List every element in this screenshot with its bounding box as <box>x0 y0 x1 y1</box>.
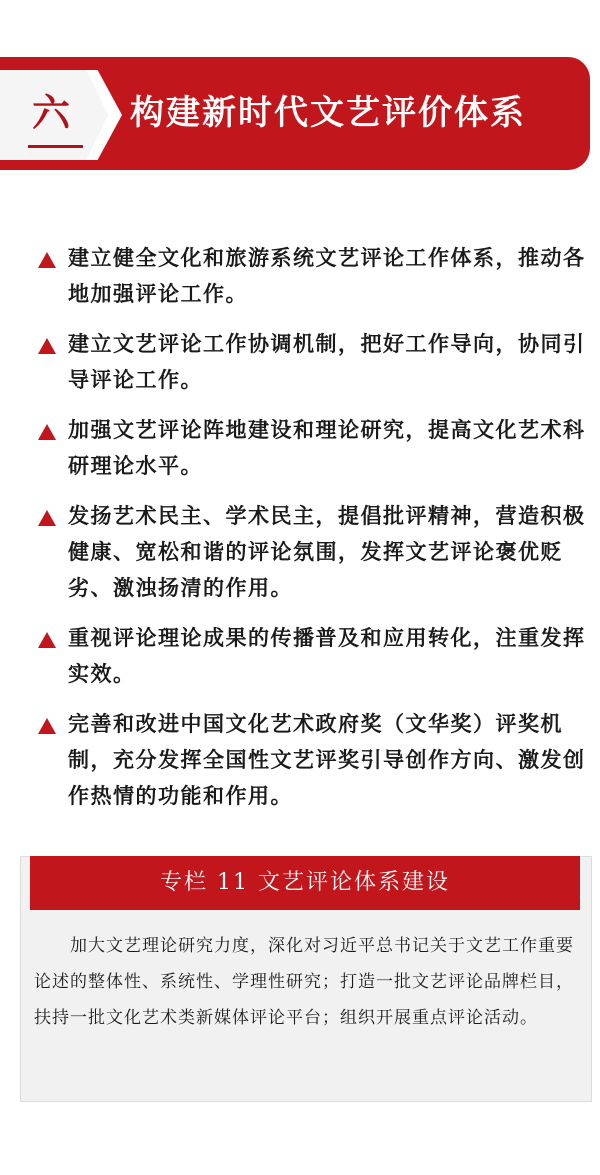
triangle-bullet-icon <box>38 252 56 268</box>
section-title: 构建新时代文艺评价体系 <box>130 93 526 133</box>
triangle-bullet-icon <box>38 338 56 354</box>
list-item <box>36 326 586 398</box>
triangle-bullet-icon <box>38 424 56 440</box>
list-item-text: 重视评论理论成果的传播普及和应用转化，注重发挥实效。 <box>68 625 586 686</box>
list-item <box>36 706 586 814</box>
column-title: 专栏 11 文艺评论体系建设 <box>30 856 580 910</box>
list-item-text: 加强文艺评论阵地建设和理论研究，提高文化艺术科研理论水平。 <box>68 417 586 478</box>
bullet-list <box>36 240 586 828</box>
triangle-bullet-icon <box>38 632 56 648</box>
list-item-text: 完善和改进中国文化艺术政府奖（文华奖）评奖机制，充分发挥全国性文艺评奖引导创作方向、激发创作热情的功能和作用。 <box>68 711 586 808</box>
section-number-underline <box>28 145 83 148</box>
list-item-text: 发扬艺术民主、学术民主，提倡批评精神，营造积极健康、宽松和谐的评论氛围，发挥文艺评论褒优贬劣、激浊扬清的作用。 <box>68 503 586 600</box>
column-text: 加大文艺理论研究力度，深化对习近平总书记关于文艺工作重要论述的整体性、系统性、学理性研究；打造一批文艺评论品牌栏目，扶持一批文化艺术类新媒体评论平台；组织开展重点评论活动。 <box>34 936 574 1027</box>
list-item-text: 建立文艺评论工作协调机制，把好工作导向，协同引导评论工作。 <box>68 331 586 392</box>
list-item <box>36 498 586 606</box>
list-item <box>36 412 586 484</box>
list-item <box>36 620 586 692</box>
list-item-text: 建立健全文化和旅游系统文艺评论工作体系，推动各地加强评论工作。 <box>68 245 586 306</box>
section-number: 六 <box>32 90 71 135</box>
list-item <box>36 240 586 312</box>
triangle-bullet-icon <box>38 718 56 734</box>
triangle-bullet-icon <box>38 510 56 526</box>
